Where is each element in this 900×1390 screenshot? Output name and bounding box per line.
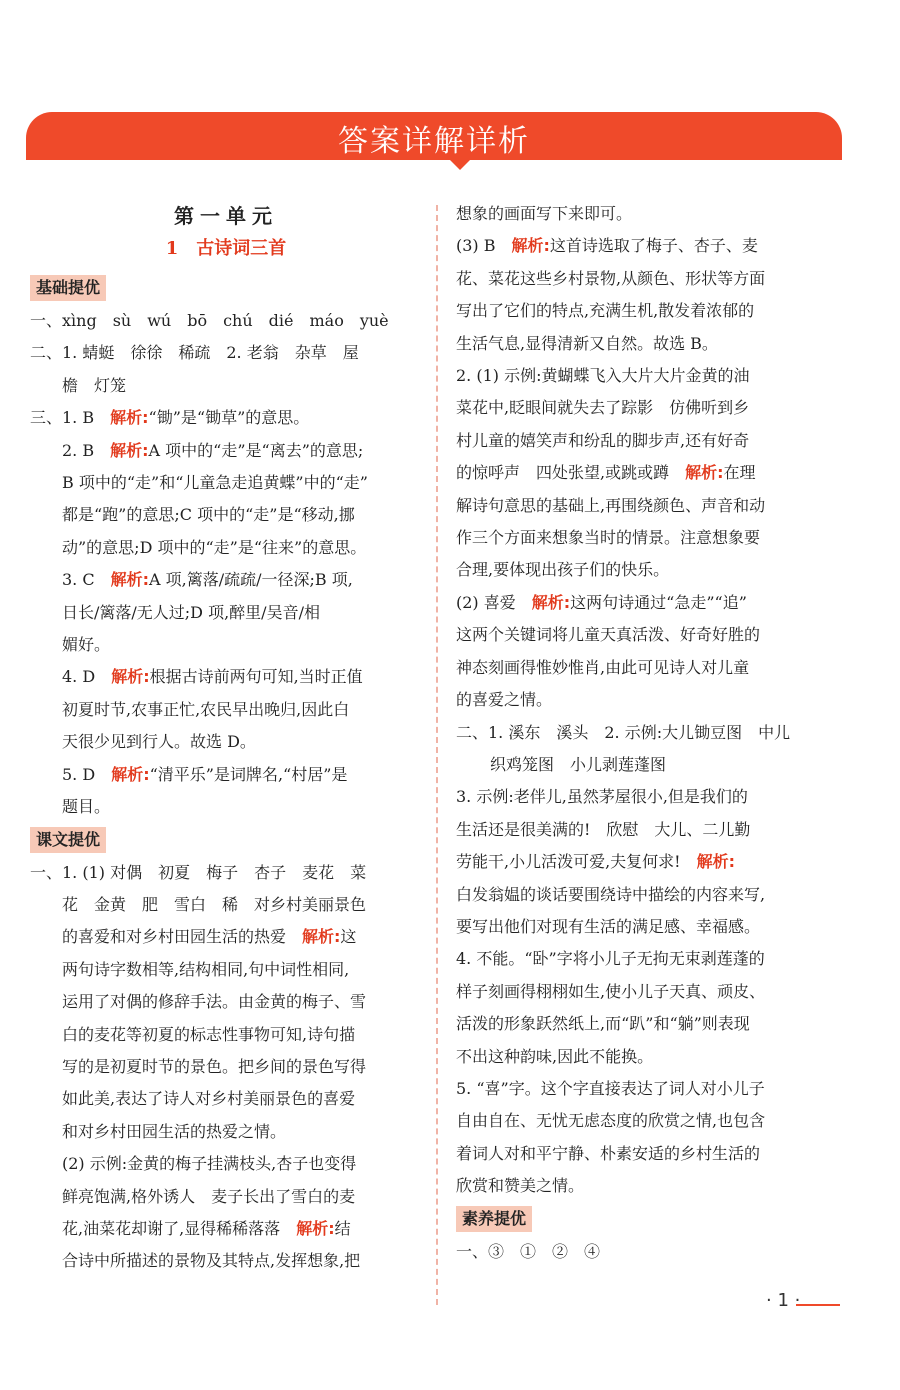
answer-text: 3. C bbox=[62, 570, 111, 590]
answer-line bbox=[30, 435, 422, 467]
answer-line: 檐 灯笼 bbox=[62, 375, 127, 395]
explain-label: 解析: bbox=[696, 852, 736, 872]
answer-line: 样子刻画得栩栩如生,使小儿子天真、顽皮、 bbox=[456, 981, 766, 1001]
header-banner bbox=[26, 112, 842, 160]
answer-line bbox=[30, 759, 422, 791]
right-column bbox=[456, 198, 848, 1268]
answer-line: 欣赏和赞美之情。 bbox=[456, 1176, 585, 1196]
page-number: · 1 · bbox=[766, 1290, 801, 1311]
unit-title: 第一单元 bbox=[174, 204, 278, 228]
section-quality: 素养提优 bbox=[456, 1206, 532, 1232]
explain-label: 解析: bbox=[685, 463, 724, 483]
answer-text: 劳能干,小儿活泼可爱,夫复何求! bbox=[456, 852, 697, 872]
answer-line bbox=[456, 587, 848, 619]
explain-label: 解析: bbox=[110, 570, 150, 590]
answer-line bbox=[30, 402, 422, 434]
answer-text: “清平乐”是词牌名,“村居”是 bbox=[149, 764, 348, 784]
answer-text: 的惊呼声 四处张望,或跳或蹲 bbox=[456, 463, 686, 483]
lesson-title: 1 古诗词三首 bbox=[165, 238, 287, 259]
answer-line: 二、1. 蜻蜓 徐徐 稀疏 2. 老翁 杂草 屋 bbox=[30, 343, 359, 363]
answer-line: 作三个方面来想象当时的情景。注意想象要 bbox=[456, 528, 761, 548]
answer-line: 3. 示例:老伴儿,虽然茅屋很小,但是我们的 bbox=[456, 787, 748, 807]
answer-line bbox=[456, 457, 848, 489]
section-basic: 基础提优 bbox=[30, 275, 106, 301]
answer-text: 在理 bbox=[723, 463, 756, 483]
answer-text: 花,油菜花却谢了,显得稀稀落落 bbox=[62, 1218, 297, 1238]
answer-line: 动”的意思;D 项中的“走”是“往来”的意思。 bbox=[62, 537, 367, 557]
answer-line: 和对乡村田园生活的热爱之情。 bbox=[62, 1121, 287, 1141]
answer-line bbox=[30, 1213, 422, 1245]
explain-label: 解析: bbox=[511, 236, 550, 256]
answer-line: 要写出他们对现有生活的满足感、幸福感。 bbox=[456, 916, 761, 936]
explain-label: 解析: bbox=[110, 408, 149, 428]
answer-line bbox=[456, 846, 848, 878]
answer-line: 合理,要体现出孩子们的快乐。 bbox=[456, 560, 670, 580]
answer-line: 日长/篱落/无人过;D 项,醉里/吴音/相 bbox=[62, 602, 320, 622]
answer-line: 题目。 bbox=[62, 797, 111, 817]
answer-text: 这两句诗通过“急走”“追” bbox=[570, 592, 747, 612]
explain-label: 解析: bbox=[110, 440, 149, 460]
answer-line: 活泼的形象跃然纸上,而“趴”和“躺”则表现 bbox=[456, 1014, 750, 1034]
answer-text: (3) B bbox=[456, 236, 512, 256]
answer-text: 2. B bbox=[62, 440, 111, 460]
answer-line: 4. 不能。“卧”字将小儿子无拘无束剥莲蓬的 bbox=[456, 949, 765, 969]
answer-line: B 项中的“走”和“儿童急走追黄蝶”中的“走” bbox=[62, 473, 368, 493]
answer-line: 着词人对和平宁静、朴素安适的乡村生活的 bbox=[456, 1143, 761, 1163]
answer-line: 初夏时节,农事正忙,农民早出晚归,因此白 bbox=[62, 699, 350, 719]
answer-line: 这两个关键词将儿童天真活泼、好奇好胜的 bbox=[456, 625, 761, 645]
answer-line: 一、1. (1) 对偶 初夏 梅子 杏子 麦花 菜 bbox=[30, 862, 367, 882]
explain-label: 解析: bbox=[531, 592, 571, 612]
answer-line bbox=[30, 564, 422, 596]
answer-text: A 项中的“走”是“离去”的意思; bbox=[148, 440, 364, 460]
explain-label: 解析: bbox=[111, 764, 150, 784]
answer-text: 这首诗选取了梅子、杏子、麦 bbox=[549, 236, 758, 256]
answer-text: 结 bbox=[334, 1218, 351, 1238]
answer-line: 运用了对偶的修辞手法。由金黄的梅子、雪 bbox=[62, 992, 367, 1012]
explain-label: 解析: bbox=[111, 667, 150, 687]
answer-text: (2) 喜爱 bbox=[456, 592, 532, 612]
answer-text: A 项,篱落/疏疏/一径深;B 项, bbox=[149, 570, 353, 590]
answer-text: “锄”是“锄草”的意思。 bbox=[148, 408, 310, 428]
answer-line: 白发翁媪的谈话要围绕诗中描绘的内容来写, bbox=[456, 884, 766, 904]
answer-text: 这 bbox=[340, 927, 357, 947]
answer-line: 织鸡笼图 小儿剥莲蓬图 bbox=[490, 754, 667, 774]
answer-line: 2. (1) 示例:黄蝴蝶飞入大片大片金黄的油 bbox=[456, 366, 750, 386]
answer-line: 不出这种韵味,因此不能换。 bbox=[456, 1046, 654, 1066]
answer-line: 二、1. 溪东 溪头 2. 示例:大儿锄豆图 中儿 bbox=[456, 722, 791, 742]
answer-line: 自由自在、无忧无虑态度的欣赏之情,也包含 bbox=[456, 1111, 766, 1131]
page-title: 答案详解详析 bbox=[338, 124, 530, 159]
answer-line: 想象的画面写下来即可。 bbox=[456, 204, 633, 223]
answer-line: 神态刻画得惟妙惟肖,由此可见诗人对儿童 bbox=[456, 657, 750, 677]
answer-line: 写出了它们的特点,充满生机,散发着浓郁的 bbox=[456, 301, 755, 321]
answer-line: 天很少见到行人。故选 D。 bbox=[62, 732, 256, 752]
section-text: 课文提优 bbox=[30, 827, 106, 853]
answer-line: 都是“跑”的意思;C 项中的“走”是“移动,挪 bbox=[62, 505, 355, 525]
answer-line bbox=[30, 921, 422, 953]
column-divider bbox=[436, 205, 438, 1305]
answer-text: 三、1. B bbox=[30, 408, 111, 428]
answer-line: (2) 示例:金黄的梅子挂满枝头,杏子也变得 bbox=[62, 1154, 357, 1174]
answer-line: 村儿童的嬉笑声和纷乱的脚步声,还有好奇 bbox=[456, 430, 750, 450]
explain-label: 解析: bbox=[302, 927, 341, 947]
answer-line: 花、菜花这些乡村景物,从颜色、形状等方面 bbox=[456, 268, 766, 288]
answer-line: 媚好。 bbox=[62, 635, 111, 655]
explain-label: 解析: bbox=[296, 1218, 335, 1238]
answer-line: 菜花中,眨眼间就失去了踪影 仿佛听到乡 bbox=[456, 398, 750, 418]
answer-text: 5. D bbox=[62, 764, 112, 784]
answer-line: 写的是初夏时节的景色。把乡间的景色写得 bbox=[62, 1056, 367, 1076]
answer-text: 的喜爱和对乡村田园生活的热爱 bbox=[62, 927, 303, 947]
answer-line: 5. “喜”字。这个字直接表达了词人对小儿子 bbox=[456, 1078, 765, 1098]
answer-line: 的喜爱之情。 bbox=[456, 690, 553, 710]
answer-line: 生活气息,显得清新又自然。故选 B。 bbox=[456, 333, 718, 353]
answer-line: 解诗句意思的基础上,再围绕颜色、声音和动 bbox=[456, 495, 766, 515]
answer-line: 花 金黄 肥 雪白 稀 对乡村美丽景色 bbox=[62, 894, 367, 914]
answer-line: 合诗中所描述的景物及其特点,发挥想象,把 bbox=[62, 1251, 361, 1271]
answer-line bbox=[30, 661, 422, 693]
answer-line: 一、③ ① ② ④ bbox=[456, 1241, 601, 1261]
answer-line: 生活还是很美满的! 欣慰 大儿、二儿勤 bbox=[456, 819, 751, 839]
answer-line: 鲜亮饱满,格外诱人 麦子长出了雪白的麦 bbox=[62, 1186, 356, 1206]
answer-line: 两句诗字数相等,结构相同,句中词性相同, bbox=[62, 959, 350, 979]
answer-text: 根据古诗前两句可知,当时正值 bbox=[149, 667, 363, 687]
answer-text: 4. D bbox=[62, 667, 112, 687]
answer-line: 如此美,表达了诗人对乡村美丽景色的喜爱 bbox=[62, 1089, 356, 1109]
banner-notch bbox=[450, 160, 470, 170]
left-column bbox=[30, 198, 422, 1278]
answer-line bbox=[456, 230, 848, 262]
page-number-decoration bbox=[796, 1304, 840, 1312]
answer-line: 一、xìng sù wú bō chú dié máo yuè bbox=[30, 311, 389, 330]
answer-line: 白的麦花等初夏的标志性事物可知,诗句描 bbox=[62, 1024, 356, 1044]
